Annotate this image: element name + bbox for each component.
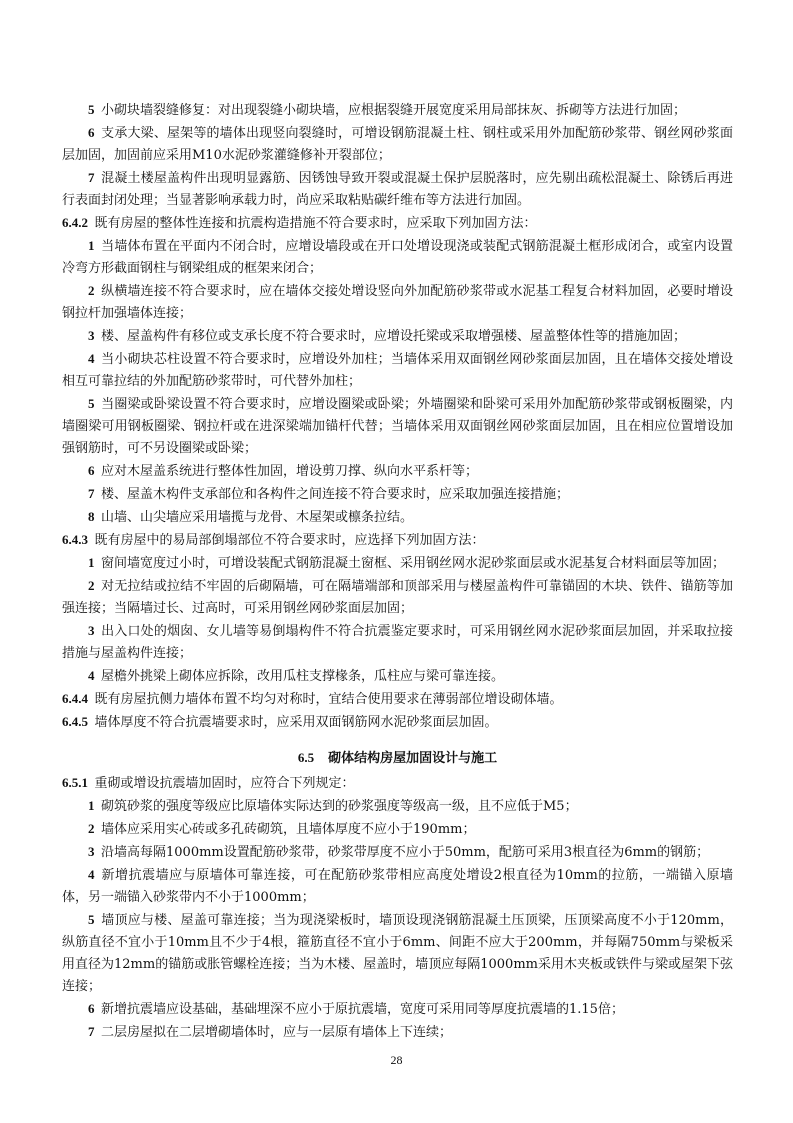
clause-text: 既有房屋的整体性连接和抗震构造措施不符合要求时，应采取下列加固方法： [94,216,537,231]
clause-text: 墙体厚度不符合抗震墙要求时，应采用双面钢筋网水泥砂浆面层加固。 [94,715,498,730]
item-number: 4 [88,668,95,683]
clause-number: 6.4.4 [62,691,88,706]
item-number: 5 [88,912,95,927]
list-item [62,325,733,348]
list-item [62,235,733,280]
item-text: 楼、屋盖构件有移位或支承长度不符合要求时，应增设托梁或采取增强楼、屋盖整体性等的措施加固； [101,329,687,344]
clause-text: 既有房屋抗侧力墙体布置不均匀对称时，宜结合使用要求在薄弱部位增设砌体墙。 [94,692,563,707]
item-number: 3 [88,844,95,859]
item-number: 7 [88,486,95,501]
list-item [62,575,733,620]
clause-number: 6.4.5 [62,714,88,729]
clause-number: 6.4.2 [62,215,88,230]
item-number: 3 [88,623,95,638]
list-item [62,348,733,393]
item-number: 1 [88,555,95,570]
item-number: 1 [88,238,95,253]
list-item [62,620,733,665]
list-item [62,841,733,864]
item-text: 新增抗震墙应与原墙体可靠连接，可在配筋砂浆带相应高度处增设2根直径为10mm的拉筋，一端锚入原墙体，另一端锚入砂浆带内不小于1000mm； [62,868,733,905]
item-text: 墙顶应与楼、屋盖可靠连接；当为现浇梁板时，墙顶设现浇钢筋混凝土压顶梁，压顶梁高度不小于120mm，纵筋直径不宜小于10mm且不少于4根，箍筋直径不宜小于6mm、间距不应大于200mm，并每隔750mm与梁板采用直径为12mm的锚筋或胀管螺栓连接；当为木楼、屋盖时，墙顶应每隔1000mm采用木夹板或铁件与梁或屋架下弦连接； [62,913,733,994]
list-item [62,998,733,1021]
list-item [62,795,733,818]
item-text: 墙体应采用实心砖或多孔砖砌筑，且墙体厚度不应小于190mm； [101,822,476,837]
clause-number: 6.4.3 [62,532,88,547]
list-item [62,99,733,122]
list-item [62,122,733,167]
list-item [62,506,733,529]
item-text: 窗间墙宽度过小时，可增设装配式钢筋混凝土窗框、采用钢丝网水泥砂浆面层或水泥基复合材料面层等加固； [101,556,726,571]
item-text: 应对木屋盖系统进行整体性加固，增设剪刀撑、纵向水平系杆等； [101,464,479,479]
item-text: 混凝土楼屋盖构件出现明显露筋、因锈蚀导致开裂或混凝土保护层脱落时，应先剔出疏松混凝土、除锈后再进行表面封闭处理；当显著影响承载力时，尚应采取粘贴碳纤维布等方法进行加固。 [62,171,733,208]
item-number: 4 [88,867,95,882]
list-item [62,393,733,460]
item-text: 砌筑砂浆的强度等级应比原墙体实际达到的砂浆强度等级高一级，且不应低于M5； [101,799,578,814]
item-number: 3 [88,328,95,343]
item-number: 2 [88,283,95,298]
item-text: 当圈梁或卧梁设置不符合要求时，应增设圈梁或卧梁；外墙圈梁和卧梁可采用外加配筋砂浆带或钢板圈梁，内墙圈梁可用钢板圈梁、钢拉杆或在进深梁端加锚杆代替；当墙体采用双面钢丝网砂浆面层加固，且在相应位置增设加强钢筋时，可不另设圈梁或卧梁； [62,397,733,456]
item-text: 对无拉结或拉结不牢固的后砌隔墙，可在隔墙端部和顶部采用与楼屋盖构件可靠锚固的木块、铁件、锚筋等加强连接；当隔墙过长、过高时，可采用钢丝网砂浆面层加固； [62,579,733,616]
list-item [62,483,733,506]
item-text: 沿墙高每隔1000mm设置配筋砂浆带，砂浆带厚度不应小于50mm，配筋可采用3根直径为6mm的钢筋； [101,845,710,860]
clause-number: 6.5.1 [62,775,88,790]
clause-paragraph [62,688,733,711]
section-heading [62,747,733,770]
item-number: 6 [88,463,95,478]
clause-paragraph [62,529,733,552]
item-number: 5 [88,102,95,117]
item-number: 8 [88,509,95,524]
page-body [62,99,733,1044]
item-text: 小砌块墙裂缝修复：对出现裂缝小砌块墙，应根据裂缝开展宽度采用局部抹灰、拆砌等方法进行加固； [101,103,687,118]
list-item [62,818,733,841]
clause-text: 既有房屋中的易局部倒塌部位不符合要求时，应选择下列加固方法： [94,533,485,548]
item-text: 二层房屋拟在二层增砌墙体时，应与一层原有墙体上下连续； [101,1025,453,1040]
item-number: 6 [88,1001,95,1016]
list-item [62,280,733,325]
page-number: 28 [390,1053,403,1067]
item-text: 新增抗震墙应设基础，基础埋深不应小于原抗震墙，宽度可采用同等厚度抗震墙的1.15倍； [101,1002,624,1017]
item-text: 支承大梁、屋架等的墙体出现竖向裂缝时，可增设钢筋混凝土柱、钢柱或采用外加配筋砂浆带、钢丝网砂浆面层加固，加固前应采用M10水泥砂浆灌缝修补开裂部位； [62,126,733,163]
list-item [62,460,733,483]
item-text: 当墙体布置在平面内不闭合时，应增设墙段或在开口处增设现浇或装配式钢筋混凝土框形成闭合，或室内设置冷弯方形截面钢柱与钢梁组成的框架来闭合； [62,239,733,276]
clause-paragraph [62,212,733,235]
clause-text: 重砌或增设抗震墙加固时，应符合下列规定： [94,776,355,791]
item-text: 当小砌块芯柱设置不符合要求时，应增设外加柱；当墙体采用双面钢丝网砂浆面层加固，且在墙体交接处增设相互可靠拉结的外加配筋砂浆带时，可代替外加柱； [62,352,733,389]
item-text: 纵横墙连接不符合要求时，应在墙体交接处增设竖向外加配筋砂浆带或水泥基工程复合材料加固，必要时增设钢拉杆加强墙体连接； [62,284,733,321]
item-text: 山墙、山尖墙应采用墙揽与龙骨、木屋架或檩条拉结。 [101,510,414,525]
list-item [62,552,733,575]
item-text: 屋檐外挑梁上砌体应拆除，改用瓜柱支撑椽条，瓜柱应与梁可靠连接。 [101,669,505,684]
section-number: 6.5 [297,750,315,765]
list-item [62,1021,733,1044]
item-text: 楼、屋盖木构件支承部位和各构件之间连接不符合要求时，应采取加强连接措施； [101,487,570,502]
clause-paragraph [62,711,733,734]
item-number: 1 [88,798,95,813]
clause-paragraph [62,772,733,795]
item-text: 出入口处的烟囱、女儿墙等易倒塌构件不符合抗震鉴定要求时，可采用钢丝网水泥砂浆面层加固，并采取拉接措施与屋盖构件连接； [62,624,733,661]
item-number: 7 [88,170,95,185]
item-number: 5 [88,396,95,411]
list-item [62,864,733,909]
list-item [62,909,733,998]
item-number: 7 [88,1024,95,1039]
list-item [62,167,733,212]
item-number: 2 [88,578,95,593]
list-item [62,665,733,688]
section-title: 砌体结构房屋加固设计与施工 [328,751,498,766]
item-number: 4 [88,351,95,366]
item-number: 2 [88,821,95,836]
item-number: 6 [88,125,95,140]
